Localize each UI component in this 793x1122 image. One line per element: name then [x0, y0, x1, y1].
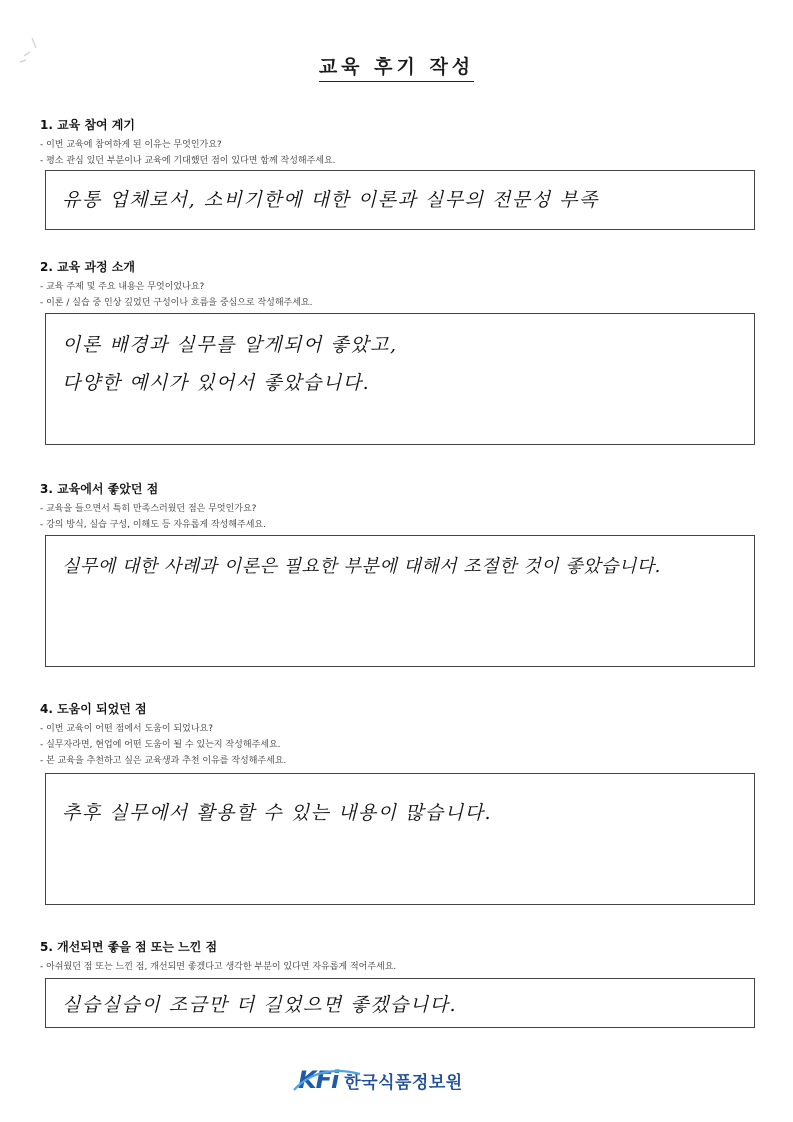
section-2-handwritten-answer: 이론 배경과 실무를 알게되어 좋았고,	[62, 334, 398, 356]
section-1-hint: - 이번 교육에 참여하게 된 이유는 무엇인가요?	[40, 140, 222, 150]
section-3-hint: - 교육을 들으면서 특히 만족스러웠던 점은 무엇인가요?	[40, 504, 257, 514]
section-4-handwritten-answer: 추후 실무에서 활용할 수 있는 내용이 많습니다.	[62, 802, 493, 824]
section-4-heading: 4. 도움이 되었던 점	[40, 702, 147, 716]
logo-swoosh-icon	[292, 1068, 362, 1094]
section-4-hint: - 이번 교육이 어떤 점에서 도움이 되었나요?	[40, 724, 213, 734]
section-2-heading: 2. 교육 과정 소개	[40, 260, 135, 274]
section-2-hint: - 이론 / 실습 중 인상 깊었던 구성이나 흐름을 중심으로 작성해주세요.	[40, 298, 313, 308]
section-2-answer-box[interactable]	[45, 313, 755, 445]
page-title: 교육 후기 작성	[0, 52, 793, 79]
section-1-heading: 1. 교육 참여 계기	[40, 118, 135, 132]
kfi-logo-mark: KFi	[298, 1066, 338, 1094]
section-2-hint: - 교육 주제 및 주요 내용은 무엇이었나요?	[40, 282, 205, 292]
section-5-answer-box[interactable]	[45, 978, 755, 1028]
section-1-answer-box[interactable]	[45, 170, 755, 230]
section-5-hint: - 아쉬웠던 점 또는 느낀 점, 개선되면 좋겠다고 생각한 부분이 있다면 자유롭게 적어주세요.	[40, 962, 397, 972]
section-4-hint: - 본 교육을 추천하고 싶은 교육생과 추천 이유를 작성해주세요.	[40, 756, 287, 766]
footer-logo	[298, 1066, 463, 1094]
org-name: 한국식품정보원	[344, 1072, 463, 1093]
section-4-answer-box[interactable]	[45, 773, 755, 905]
section-3-answer-box[interactable]	[45, 535, 755, 667]
section-5-heading: 5. 개선되면 좋을 점 또는 느낀 점	[40, 940, 218, 954]
section-1-handwritten-answer: 유통 업체로서, 소비기한에 대한 이론과 실무의 전문성 부족	[62, 189, 599, 211]
section-1-hint: - 평소 관심 있던 부분이나 교육에 기대했던 점이 있다면 함께 작성해주세요.	[40, 156, 336, 166]
section-3-heading: 3. 교육에서 좋았던 점	[40, 482, 159, 496]
section-4-hint: - 실무자라면, 현업에 어떤 도움이 될 수 있는지 작성해주세요.	[40, 740, 281, 750]
section-5-handwritten-answer: 실습실습이 조금만 더 길었으면 좋겠습니다.	[62, 994, 458, 1016]
section-3-handwritten-answer: 실무에 대한 사례과 이론은 필요한 부분에 대해서 조절한 것이 좋았습니다.	[62, 556, 661, 577]
section-2-handwritten-answer: 다양한 예시가 있어서 좋았습니다.	[62, 372, 371, 394]
section-3-hint: - 강의 방식, 실습 구성, 이해도 등 자유롭게 작성해주세요.	[40, 520, 266, 530]
